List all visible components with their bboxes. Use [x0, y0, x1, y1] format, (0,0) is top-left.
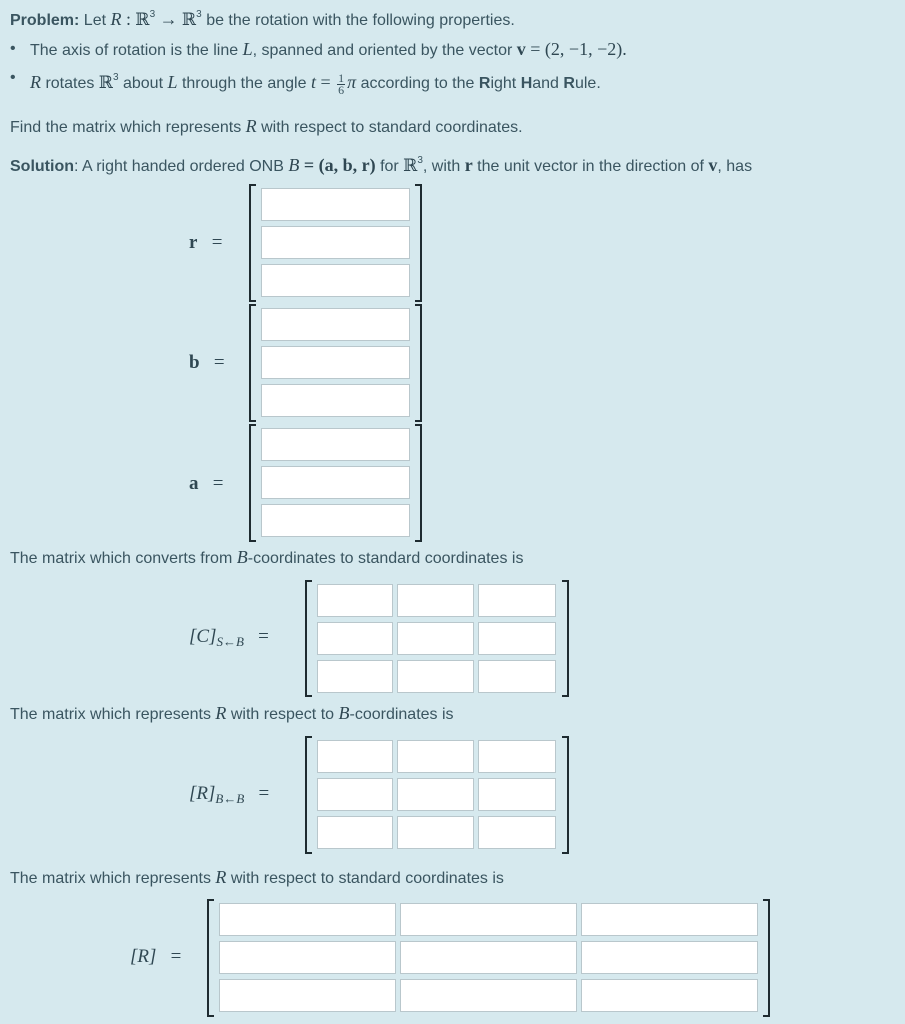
c-31-input[interactable]: [317, 660, 393, 693]
matrix-r-left-bracket: [207, 899, 214, 1017]
matrix-c-left-bracket: [305, 580, 312, 697]
rule-letter: R: [563, 75, 575, 92]
c-32-input[interactable]: [397, 660, 474, 693]
a-entry-1-input[interactable]: [261, 428, 410, 461]
rule-text: and: [532, 75, 559, 92]
bullet-text: about: [122, 75, 164, 92]
math-R3: ℝ: [182, 10, 197, 30]
math-B: B: [288, 155, 300, 175]
conversion-statement: [10, 547, 523, 569]
b-entry-1-input[interactable]: [261, 308, 410, 341]
find-statement: [10, 116, 523, 138]
r-12-input[interactable]: [400, 903, 577, 936]
math-t: t: [310, 72, 316, 92]
bullet-dot-icon: •: [10, 40, 16, 57]
repS-statement: [10, 867, 504, 889]
conv-text: The matrix which converts from: [10, 550, 233, 567]
math-arrow: →: [159, 9, 178, 29]
matrix-r-label: [130, 946, 181, 968]
math-L: L: [242, 39, 253, 59]
rb-31-input[interactable]: [317, 816, 393, 849]
b-entry-2-input[interactable]: [261, 346, 410, 379]
c-13-input[interactable]: [478, 584, 556, 617]
matrix-rb-symbol: [R]: [189, 783, 216, 804]
r-13-input[interactable]: [581, 903, 758, 936]
math-R3: ℝ: [98, 73, 113, 93]
math-colon: :: [125, 9, 131, 29]
math-R3: ℝ: [135, 10, 150, 30]
solution-text: , has: [717, 158, 753, 175]
bullet-text: according to the: [360, 75, 475, 92]
vector-value: = (2, −1, −2).: [525, 39, 627, 59]
r-entry-2-input[interactable]: [261, 226, 410, 259]
math-R3: ℝ: [403, 156, 418, 176]
bullet-text: through the angle: [181, 75, 307, 92]
rb-22-input[interactable]: [397, 778, 474, 811]
matrix-c-subscript: S←B: [216, 634, 244, 649]
r-32-input[interactable]: [400, 979, 577, 1012]
problem-label: Problem:: [10, 12, 80, 29]
matrix-c-symbol: [C]: [189, 626, 217, 647]
bullet-dot-icon: •: [10, 69, 16, 86]
vector-b-letter: b: [189, 352, 200, 373]
matrix-rb-left-bracket: [305, 736, 312, 854]
c-22-input[interactable]: [397, 622, 474, 655]
solution-label: Solution: [10, 158, 74, 175]
equals-sign: =: [258, 783, 270, 804]
vector-b-label: [189, 352, 225, 374]
rb-21-input[interactable]: [317, 778, 393, 811]
find-text: Find the matrix which represents: [10, 119, 242, 136]
bullet-text: , spanned and oriented by the vector: [252, 42, 513, 59]
c-21-input[interactable]: [317, 622, 393, 655]
rule-letter: H: [520, 75, 533, 92]
matrix-rb-subscript: B←B: [215, 791, 245, 806]
rule-text: ule.: [574, 75, 601, 92]
rb-12-input[interactable]: [397, 740, 474, 773]
math-R: R: [110, 9, 122, 29]
vector-r-right-bracket: [415, 184, 422, 302]
repS-text: The matrix which represents: [10, 870, 211, 887]
frac-num: 1: [338, 71, 345, 85]
math-eq: =: [315, 72, 331, 92]
rb-13-input[interactable]: [478, 740, 556, 773]
vector-b-left-bracket: [249, 304, 256, 422]
r-entry-3-input[interactable]: [261, 264, 410, 297]
vector-a-label: [189, 473, 223, 495]
vector-r-left-bracket: [249, 184, 256, 302]
r-21-input[interactable]: [219, 941, 396, 974]
solution-text: : A right handed ordered ONB: [73, 158, 284, 175]
rb-23-input[interactable]: [478, 778, 556, 811]
r-23-input[interactable]: [581, 941, 758, 974]
c-33-input[interactable]: [478, 660, 556, 693]
c-12-input[interactable]: [397, 584, 474, 617]
equals-sign: =: [170, 946, 182, 967]
repB-text: The matrix which represents: [10, 706, 211, 723]
equals-sign: =: [211, 232, 223, 253]
r-entry-1-input[interactable]: [261, 188, 410, 221]
math-v: v: [708, 155, 718, 175]
r-31-input[interactable]: [219, 979, 396, 1012]
math-exp: 3: [196, 9, 202, 20]
math-onb: = (a, b, r): [299, 155, 376, 175]
matrix-r-right-bracket: [763, 899, 770, 1017]
c-11-input[interactable]: [317, 584, 393, 617]
vector-b-right-bracket: [415, 304, 422, 422]
matrix-c-right-bracket: [562, 580, 569, 697]
solution-text: , with: [422, 158, 461, 175]
equals-sign: =: [213, 352, 225, 373]
equals-sign: =: [212, 473, 224, 494]
matrix-c-label: [189, 626, 269, 650]
bullet-text: rotates: [45, 75, 95, 92]
solution-text: the unit vector in the direction of: [477, 158, 704, 175]
rule-letter: R: [478, 75, 491, 92]
math-R: R: [215, 867, 227, 887]
repB-text: with respect to: [230, 706, 335, 723]
vector-a-right-bracket: [415, 424, 422, 542]
vector-a-left-bracket: [249, 424, 256, 542]
math-R: R: [30, 72, 41, 92]
problem-statement: [10, 5, 515, 31]
repB-statement: [10, 703, 454, 725]
rb-33-input[interactable]: [478, 816, 556, 849]
repB-text: -coordinates is: [349, 706, 454, 723]
b-entry-3-input[interactable]: [261, 384, 410, 417]
math-exp: 3: [112, 72, 119, 83]
r-33-input[interactable]: [581, 979, 758, 1012]
find-text: with respect to standard coordinates.: [261, 119, 523, 136]
vector-r-letter: r: [189, 232, 198, 253]
math-L: L: [167, 72, 178, 92]
bullet-text: The axis of rotation is the line: [30, 42, 239, 59]
math-R: R: [245, 116, 257, 136]
math-r: r: [464, 155, 473, 175]
conv-text: -coordinates to standard coordinates is: [247, 550, 524, 567]
solution-statement: [10, 151, 752, 177]
rb-32-input[interactable]: [397, 816, 474, 849]
math-pi: π: [347, 72, 357, 92]
math-exp: 3: [149, 9, 156, 20]
math-R: R: [215, 703, 227, 723]
a-entry-2-input[interactable]: [261, 466, 410, 499]
vector-a-letter: a: [189, 473, 199, 494]
math-B: B: [338, 703, 350, 723]
frac-den: 6: [338, 83, 345, 97]
vector-r-label: [189, 232, 222, 254]
math-B: B: [236, 547, 248, 567]
matrix-rb-label: [189, 783, 269, 807]
c-23-input[interactable]: [478, 622, 556, 655]
equals-sign: =: [258, 626, 269, 647]
repS-text: with respect to standard coordinates is: [230, 870, 504, 887]
problem-text: be the rotation with the following properties.: [206, 12, 515, 29]
r-22-input[interactable]: [400, 941, 577, 974]
rb-11-input[interactable]: [317, 740, 393, 773]
math-v: v: [516, 39, 526, 59]
matrix-rb-right-bracket: [562, 736, 569, 854]
problem-text: Let: [83, 12, 107, 29]
r-11-input[interactable]: [219, 903, 396, 936]
a-entry-3-input[interactable]: [261, 504, 410, 537]
matrix-r-symbol: [R]: [130, 946, 157, 967]
math-exp: 3: [417, 155, 423, 166]
angle-fraction: [337, 73, 345, 96]
solution-text: for: [380, 158, 399, 175]
rule-text: ight: [490, 75, 517, 92]
